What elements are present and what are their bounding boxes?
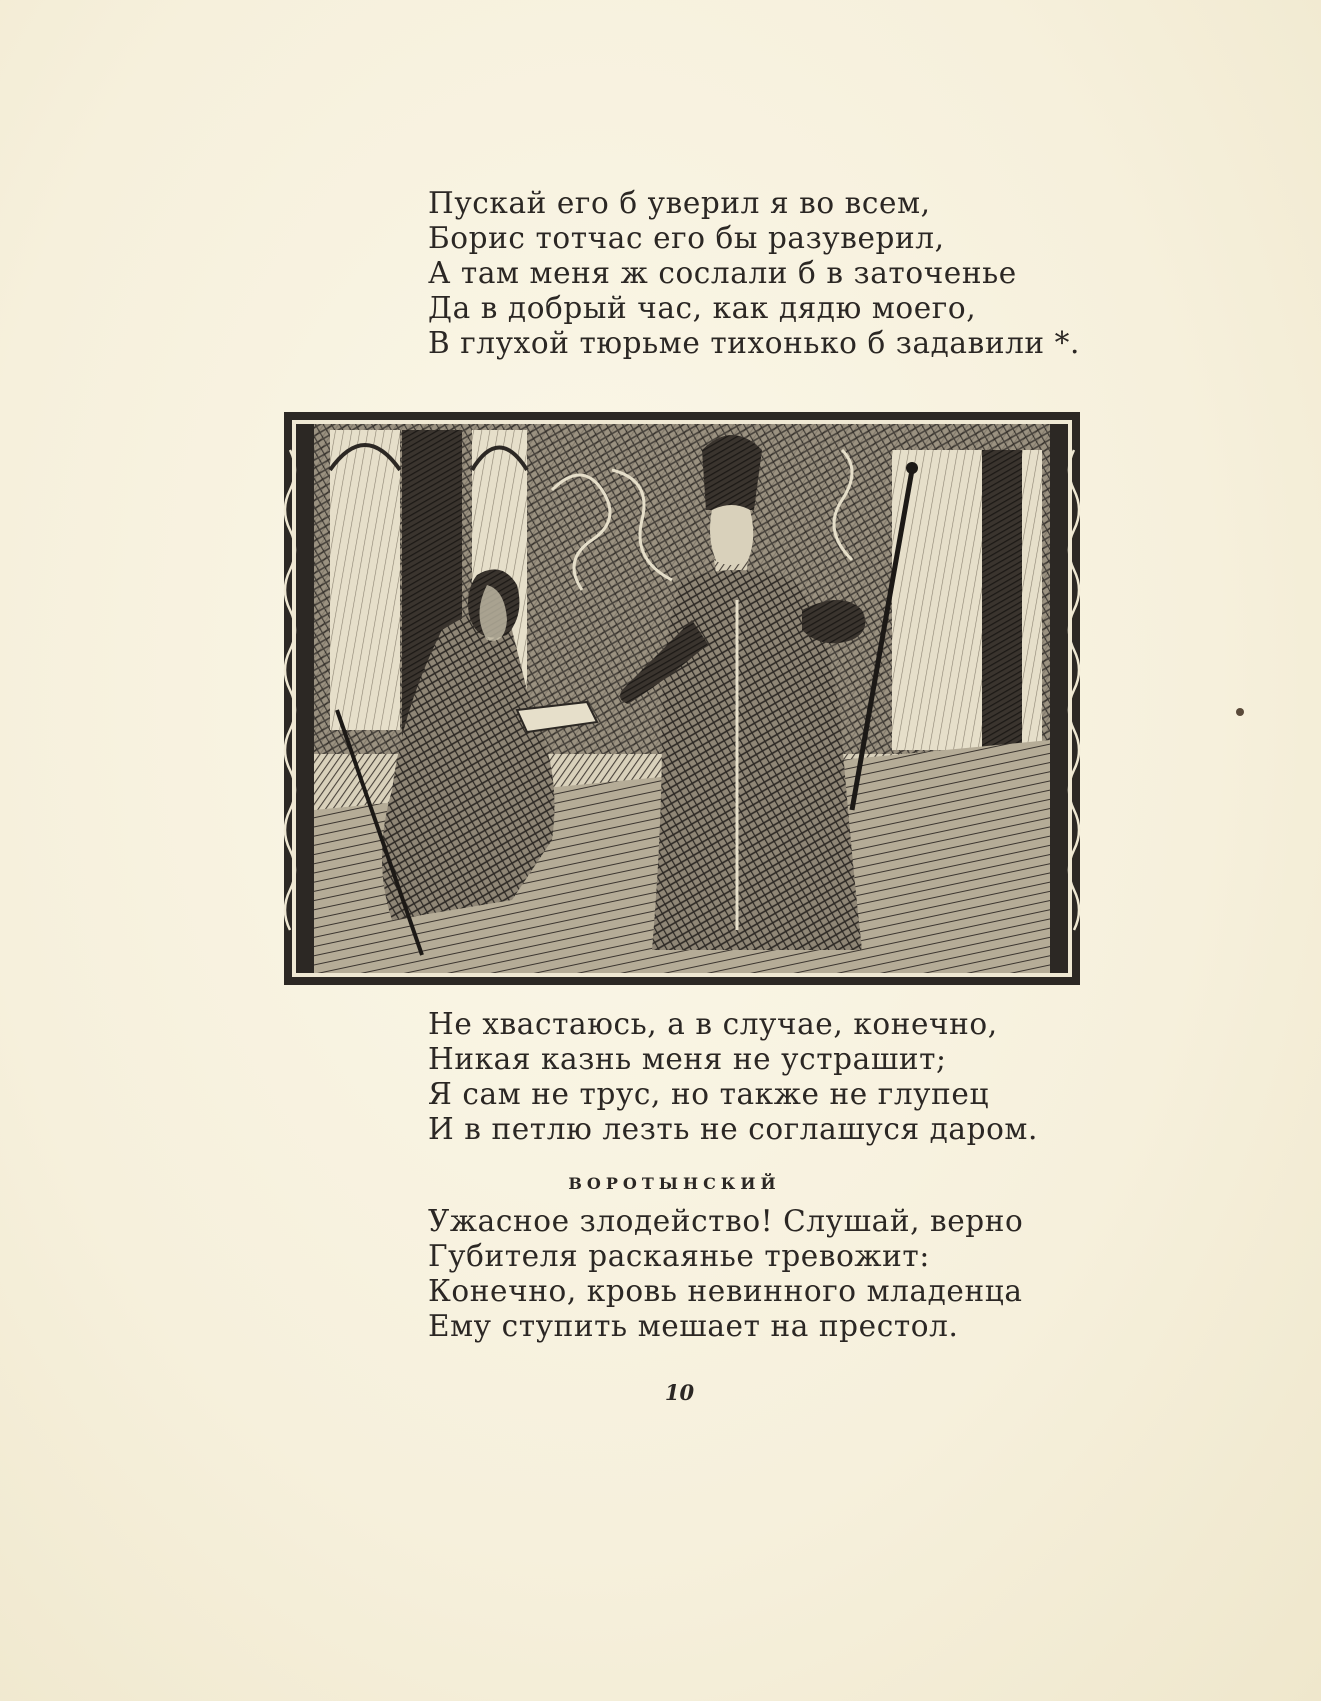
verse-line: Я сам не трус, но также не глупец <box>428 1077 990 1111</box>
verse-line: Не хвастаюсь, а в случае, конечно, <box>428 1007 998 1041</box>
verse-line: Ужасное злодейство! Слушай, верно <box>428 1204 1024 1238</box>
stanza-1 <box>428 186 1080 361</box>
stanza-2 <box>428 1007 1038 1147</box>
verse-line: Губителя раскаянье тревожит: <box>428 1239 930 1273</box>
verse-line: А там меня ж сослали б в заточенье <box>428 256 1017 290</box>
verse-line: Ему ступить мешает на престол. <box>428 1309 959 1343</box>
verse-line: Да в добрый час, как дядю моего, <box>428 291 977 325</box>
engraving-illustration <box>282 410 1082 987</box>
speaker-name: ВОРОТЫНСКИЙ <box>568 1174 781 1193</box>
verse-line: В глухой тюрьме тихонько б задавили *. <box>428 326 1080 360</box>
verse-line: И в петлю лезть не соглашуся даром. <box>428 1112 1038 1146</box>
verse-line: Борис тотчас его бы разуверил, <box>428 221 945 255</box>
page-number: 10 <box>664 1380 695 1405</box>
verse-line: Конечно, кровь невинного младенца <box>428 1274 1023 1308</box>
paper-speck <box>1236 708 1244 716</box>
verse-line: Пускай его б уверил я во всем, <box>428 186 931 220</box>
verse-line: Никая казнь меня не устрашит; <box>428 1042 947 1076</box>
stanza-3 <box>428 1204 1023 1344</box>
